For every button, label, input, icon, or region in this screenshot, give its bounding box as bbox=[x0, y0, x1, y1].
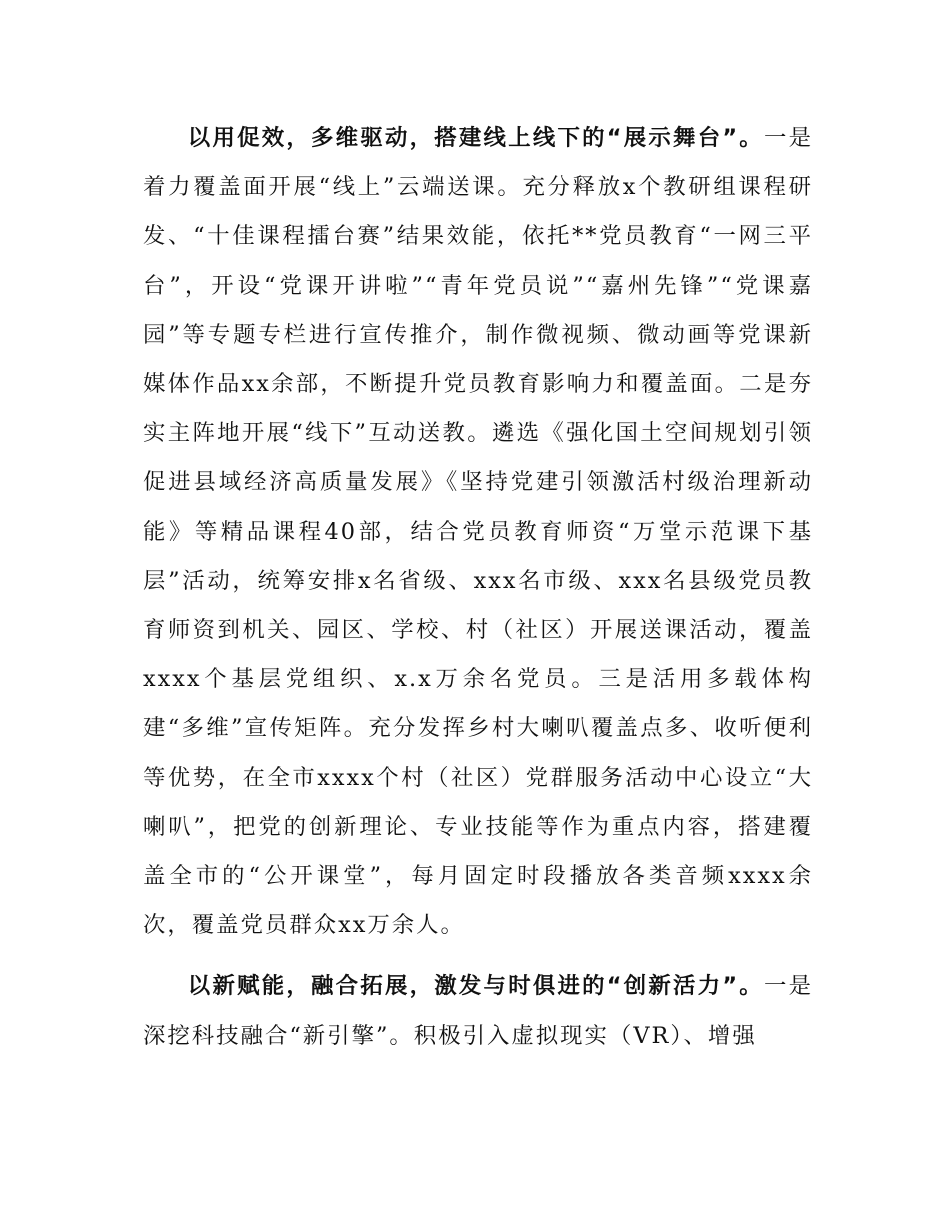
paragraph-display-stage bbox=[143, 114, 813, 950]
paragraph-innovation-vitality bbox=[143, 962, 813, 1060]
paragraph-heading: 以用促效，多维驱动，搭建线上线下的“展示舞台”。 bbox=[187, 125, 764, 151]
document-body bbox=[143, 114, 813, 1061]
paragraph-text: 一是深挖科技融合“新引擎”。积极引入虚拟现实（VR）、增强 bbox=[143, 973, 814, 1049]
paragraph-heading: 以新赋能，融合拓展，激发与时俱进的“创新活力”。 bbox=[187, 973, 764, 1000]
paragraph-text: 一是着力覆盖面开展“线上”云端送课。充分释放x个教研组课程研发、“十佳课程擂台赛”结果效能，依托**党员教育“一网三平台”，开设“党课开讲啦”“青年党员说”“嘉州先锋”“党课嘉园”等专题专栏进行宣传推介，制作微视频、微动画等党课新媒体作品xx余部，不断提升党员教育影响力和覆盖面。二是夯实主阵地开展“线下”互动送教。遴选《强化国土空间规划引领 促进县域经济高质量发展》《坚持党建引领激活村级治理新动能》等精品课程40部，结合党员教育师资“万堂示范课下基层”活动，统筹安排x名省级、xxx名市级、xxx名县级党员教育师资到机关、园区、学校、村（社区）开展送课活动，覆盖xxxx个基层党组织、x.x万余名党员。三是活用多载体构建“多维”宣传矩阵。充分发挥乡村大喇叭覆盖点多、收听便利等优势，在全市xxxx个村（社区）党群服务活动中心设立“大喇叭”，把党的创新理论、专业技能等作为重点内容，搭建覆盖全市的“公开课堂”，每月固定时段播放各类音频xxxx余次，覆盖党员群众xx万余人。 bbox=[143, 125, 814, 939]
